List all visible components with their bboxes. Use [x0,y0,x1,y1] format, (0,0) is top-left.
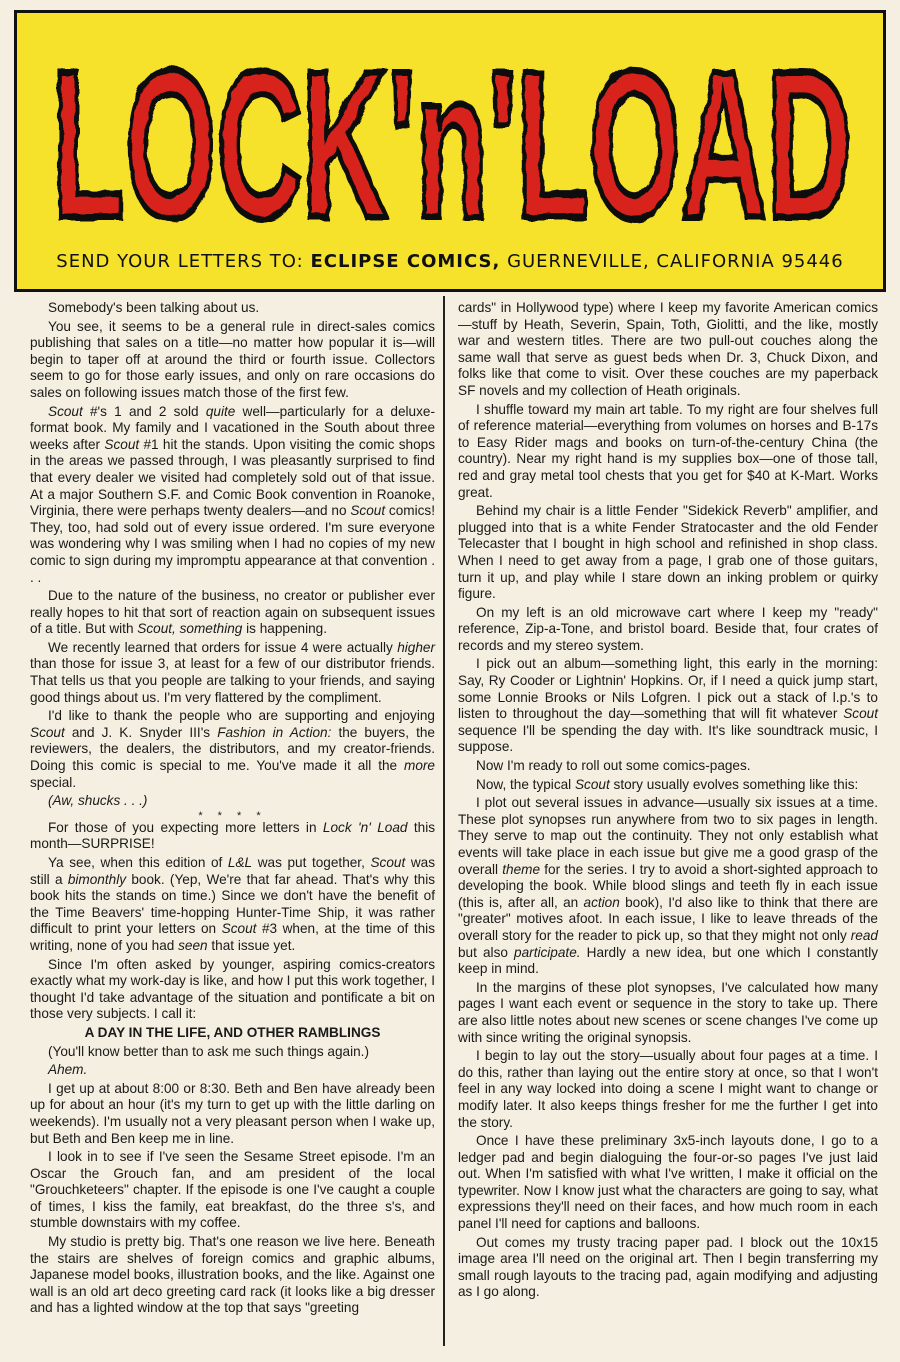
logo-text: LOCK'n'LOAD [52,27,852,245]
section-heading: A DAY IN THE LIFE, AND OTHER RAMBLINGS [84,1024,381,1040]
masthead-banner [14,10,886,292]
section-separator: * * * * [198,809,267,822]
paragraph: I pick out an album—something light, this early in the morning: Say, Ry Cooder or Lightnin' Hopkins. Or, if I need a quick jump start, some Lonnie Brooks or Nils Lofgren. I pick out a stack of l.p.'s to listen to throughout the day—something that will fit whatever Scout sequence I'll be spending the day with. It's like soundtrack music, I suppose. [458,656,878,755]
paragraph: Somebody's been talking about us. [48,300,260,315]
column-divider [443,296,445,1346]
paragraph: Since I'm often asked by younger, aspiring comics-creators exactly what my work-day is like, and how I put this work together, I thought I'd take advantage of the situation and pontificate a bit on those very subjects. I call it: [30,956,435,1022]
paragraph: Now, the typical Scout story usually evolves something like this: [476,776,859,792]
address-prefix: SEND YOUR LETTERS TO: [56,251,304,272]
paragraph: My studio is pretty big. That's one reason we live here. Beneath the stairs are shelves of foreign comics and graphic albums, Japanese model books, illustration books, and the like. Against one wall is an old art deco greeting card rack (it looks like a big dresser and has a lighted window at the top that says "greeting [30,1234,435,1316]
paragraph: Now I'm ready to roll out some comics-pages. [476,758,751,774]
paragraph: Once I have these preliminary 3x5-inch layouts done, I go to a ledger pad and begin dialoguing the four-or-so pages I've just laid out. When I'm satisfied with what I've written, I make it official on the typewriter. Now I know just what the characters are going to say, what expressions they'll need on their faces, and how much room in each panel I'll need for captions and balloons. [458,1133,878,1232]
paragraph: For those of you expecting more letters in Lock 'n' Load this month—SURPRISE! [30,819,436,852]
lock-n-load-logo [37,27,867,245]
paragraph: We recently learned that orders for issue 4 were actually higher than those for issue 3, at least for a few of our distributor friends. That tells us that you people are talking to your friends, and saying good things about us. I'm very flattered by the compliment. [30,639,435,705]
paragraph: Behind my chair is a little Fender "Sidekick Reverb" amplifier, and plugged into that is a white Fender Stratocaster and the old Fender Telecaster that I bought in high school and refinished in shop class. When I need to get away from a page, I grab one of those guitars, turn it up, and play while I stare down an inking problem or quirky figure. [458,503,878,602]
paragraph: I look in to see if I've seen the Sesame Street episode. I'm an Oscar the Grouch fan, and am president of the local "Grouchketeers" chapter. If the episode is one I've caught a couple of times, I kiss the family, eat breakfast, do the three s's, and stumble downstairs with my coffee. [30,1149,435,1231]
left-column [30,300,435,1319]
paragraph: On my left is an old microwave cart where I keep my "ready" reference, Zip-a-Tone, and bristol board. Beside that, four crates of records and my stereo system. [458,604,878,653]
paragraph: Scout #'s 1 and 2 sold quite well—particularly for a deluxe-format book. My family and I vacationed in the South about three weeks after Scout #1 hit the stands. Upon visiting the comic shops in the areas we passed through, I was pleasantly surprised to find that every dealer we visited had completely sold out of that issue. At a major Southern S.F. and Comic Book convention in Roanoke, Virginia, there were perhaps twenty dealers—and no Scout comics! They, too, had sold out of every issue ordered. I'm sure everyone was wondering why I was smiling when I had no copies of my new comic to sign during my impromptu appearance at that convention . . . [30,403,436,585]
paragraph: In the margins of these plot synopses, I've calculated how many pages I want each event or sequence in the story to take up. There are also little notes about new scenes or scene changes I've come up with since writing the original synopsis. [458,979,878,1045]
paragraph: I begin to lay out the story—usually about four pages at a time. I do this, rather than laying out the entire story at once, so that I won't feel in any way locked into doing a scene I might want to change or modify later. It also keeps things fresher for me the further I get into the story. [458,1048,878,1130]
address-publisher: ECLIPSE COMICS, [310,251,501,272]
paragraph: (You'll know better than to ask me such things again.) [48,1043,369,1059]
paragraph: You see, it seems to be a general rule in direct-sales comics publishing that sales on a title—no matter how popular it is—will begin to taper off at around the third or fourth issue. Collectors seem to go for those early issues, and only on rare occasions do sales on following issues match those of the first few. [30,318,435,400]
paragraph: I'd like to thank the people who are supporting and enjoying Scout and J. K. Snyder III's Fashion in Action: the buyers, the reviewers, the dealers, the distributors, and my creator-friends. Doing this comic is special to me. You've made it all the more special. [30,708,435,790]
right-column [458,300,878,1303]
paragraph: I shuffle toward my main art table. To my right are four shelves full of reference material—everything from volumes on horses and B-17s to Easy Rider mags and books on turn-of-the-century China (the country). Near my right hand is my supplies box—one of those tall, red and gray metal tool chests that you get for $40 at K-Mart. Works great. [458,401,878,500]
paragraph: cards" in Hollywood type) where I keep my favorite American comics—stuff by Heath, Severin, Spain, Toth, Giolitti, and the like, mostly war and western titles. There are two pull-out couches along the same wall that serve as guest beds when Dr. 3, Chuck Dixon, and folks like that come to visit. Over these couches are my paperback SF novels and my collection of Heath originals. [458,300,878,398]
paragraph: I plot out several issues in advance—usually six issues at a time. These plot synopses run anywhere from two to six pages in length. They serve to map out the continuity. They not only establish what events will take place in each issue but give me a good grasp of the overall theme for the series. I try to avoid a short-sighted approach to developing the book. While blood slings and teeth fly in each issue (this is, after all, an action book), I'd also like to think that there are "greater" motives afoot. In each issue, I like to leave threads of the overall story for the reader to pick up, so that they might not only read but also participate. Hardly a new idea, but one which I constantly keep in mind. [458,795,879,977]
paragraph: Due to the nature of the business, no creator or publisher ever really hopes to hit that sort of reaction again on subsequent issues of a title. But with Scout, something is happening. [30,588,435,637]
address-city: GUERNEVILLE, CALIFORNIA 95446 [507,251,844,272]
paragraph: (Aw, shucks . . .) [48,793,148,809]
paragraph: Ahem. [48,1062,88,1078]
paragraph: Ya see, when this edition of L&L was put together, Scout was still a bimonthly book. (Yep, We're that far ahead. That's why this book hits the stands on time.) Since we don't have the benefit of the Time Beavers' time-hopping Hunter-Time Ship, it was rather difficult to print your letters on Scout #3 when, at the time of this writing, none of you had seen that issue yet. [30,855,436,953]
paragraph: I get up at about 8:00 or 8:30. Beth and Ben have already been up for about an hour (it's my turn to get up with the little darling on weekends). I'm usually not a very pleasant person when I wake up, but Beth and Ben keep me in line. [30,1080,435,1146]
mailing-address [17,251,883,272]
paragraph: Out comes my trusty tracing paper pad. I block out the 10x15 image area I'll need on the original art. Then I begin transferring my small rough layouts to the tracing pad, again modifying and adjusting as I go along. [458,1234,878,1300]
